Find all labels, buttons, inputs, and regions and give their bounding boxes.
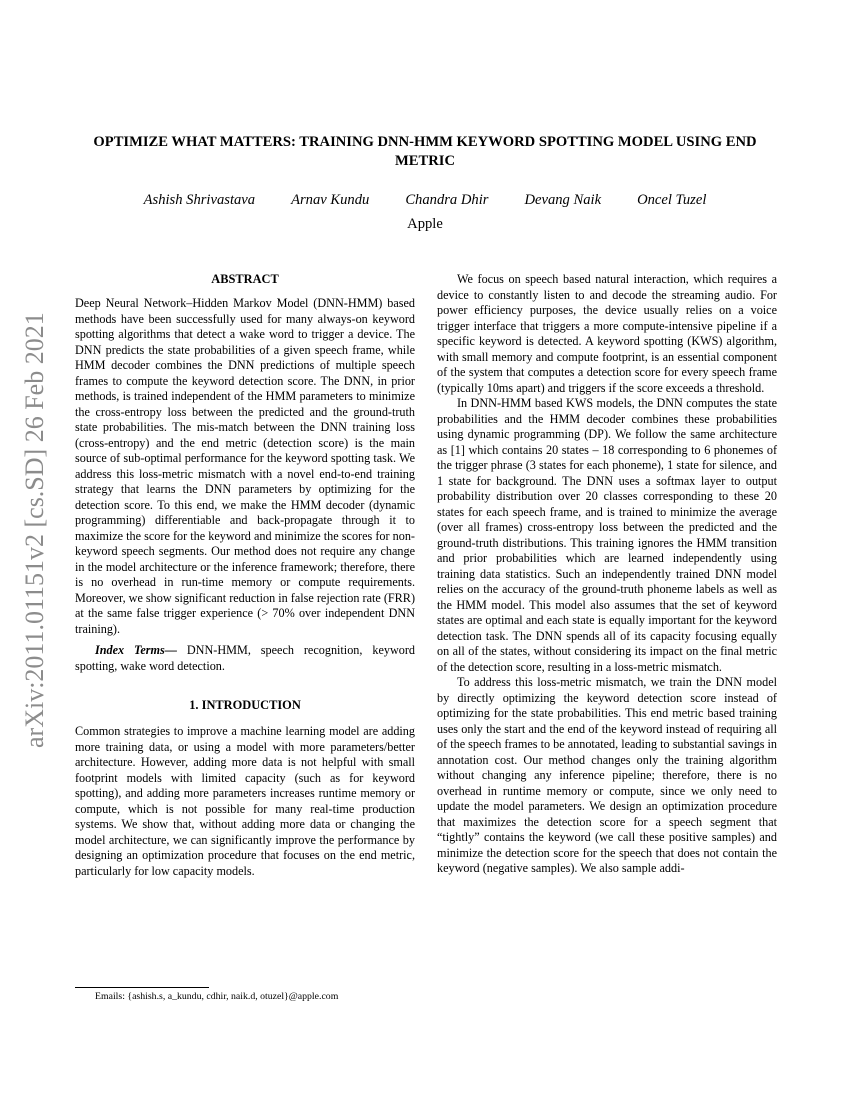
author-name: Devang Naik bbox=[524, 192, 602, 208]
index-terms-text: DNN-HMM, speech recognition, keyword spotting, wake word detection. bbox=[75, 643, 415, 673]
affiliation: Apple bbox=[407, 216, 443, 232]
author-name: Oncel Tuzel bbox=[637, 192, 707, 208]
intro-paragraph: Common strategies to improve a machine learning model are adding more training data, or using a model with more parameters/better architecture. However, adding more data is not helpful with small footprint models with limited capacity (such as for keyword spotting), and adding more parameters increases runtime memory or compute, which is not possible for many real-time production systems. We show that, without adding more data or changing the model architecture, we can significantly improve the performance by designing an optimization procedure that focuses on the end metric, particularly for low capacity models. bbox=[75, 724, 415, 878]
introduction-heading: 1. INTRODUCTION bbox=[189, 698, 301, 712]
abstract-heading: ABSTRACT bbox=[211, 272, 279, 286]
body-paragraph: In DNN-HMM based KWS models, the DNN computes the state probabilities and the HMM decoder combines these probabilities using dynamic programming (DP). We follow the same architecture as [1] which contains 20 states – 18 corresponding to 6 phonemes of the trigger phrase (3 states for each phoneme), 1 state for silence, and 1 state for background. The DNN uses a softmax layer to output probability distribution over 20 classes corresponding to these 20 states for each speech frame, and is trained to minimize the average (over all frames) cross-entropy loss between the predicted and the ground-truth distributions. This training ignores the HMM transition and prior probabilities which are learned independently using training data statistics. Such an independently trained DNN model relies on the accuracy of the ground-truth phoneme labels as well as the HMM model. This model also assumes that the set of keyword states are optimal and each state is equally important for the keyword detection task. The DNN spends all of its capacity focusing equally on all of the states, without considering its impact on the final metric of the detection score, resulting in a loss-metric mismatch. bbox=[437, 396, 777, 674]
right-column bbox=[437, 272, 777, 877]
paper-title: OPTIMIZE WHAT MATTERS: TRAINING DNN-HMM KEYWORD SPOTTING MODEL USING END METRIC bbox=[93, 134, 757, 169]
arxiv-stamp: arXiv:2011.01151v2 [cs.SD] 26 Feb 2021 bbox=[20, 312, 49, 748]
author-list bbox=[70, 192, 780, 209]
author-name: Ashish Shrivastava bbox=[143, 192, 256, 208]
author-name: Chandra Dhir bbox=[405, 192, 489, 208]
index-terms-label: Index Terms— bbox=[95, 643, 177, 657]
index-terms bbox=[75, 643, 415, 674]
left-column bbox=[75, 272, 415, 879]
body-paragraph: We focus on speech based natural interaction, which requires a device to constantly listen to and decode the streaming audio. For power efficiency purposes, the device usually relies on a voice trigger interface that triggers a more compute-intensive pipeline if a specific keyword is detected. A keyword spotting (KWS) algorithm, with small memory and compute footprint, is an essential component of the system that computes a detection score for every speech frame (typically 10ms apart) and triggers if the score exceeds a threshold. bbox=[437, 272, 777, 395]
footnote-divider bbox=[75, 987, 209, 988]
abstract-text: Deep Neural Network–Hidden Markov Model (DNN-HMM) based methods have been successfully used for many always-on keyword spotting algorithms that detect a wake word to trigger a device. The DNN predicts the state probabilities of a given speech frame, while HMM decoder combines the DNN predictions of multiple speech frames to compute the keyword detection score. The DNN, in prior methods, is trained independent of the HMM parameters to minimize the cross-entropy loss between the predicted and the ground-truth state probabilities. The mis-match between the DNN training loss (cross-entropy) and the end metric (detection score) is the main source of sub-optimal performance for the keyword spotting task. We address this loss-metric mismatch with a novel end-to-end training strategy that learns the DNN parameters by optimizing for the detection score. To this end, we make the HMM decoder (dynamic programming) differentiable and back-propagate through it to maximize the score for the keyword and minimize the scores for non-keyword speech segments. Our method does not require any change in the model architecture or the inference framework; therefore, there is no overhead in run-time memory or compute requirements. Moreover, we show significant reduction in false rejection rate (FRR) at the same false trigger experience (> 70% over independent DNN training). bbox=[75, 296, 415, 636]
author-name: Arnav Kundu bbox=[291, 192, 370, 208]
body-paragraph: To address this loss-metric mismatch, we train the DNN model by directly optimizing the keyword detection score instead of optimizing for the state probabilities. This end metric based training uses only the start and the end of the keyword instead of requiring all of the speech frames to be annotated, leading to substantial savings in annotation cost. Our method changes only the training algorithm without changing any inference pipeline; therefore, there is no overhead in runtime memory or compute, since we only need to update the model parameters. We design an optimization procedure that maximizes the detection score for a speech segment that “tightly” contains the keyword (we call these positive samples) and minimize the detection score for the speech that does not contain the keyword (negative samples). We also sample addi- bbox=[437, 675, 777, 875]
footnote-emails: Emails: {ashish.s, a_kundu, cdhir, naik.d, otuzel}@apple.com bbox=[95, 991, 339, 1002]
